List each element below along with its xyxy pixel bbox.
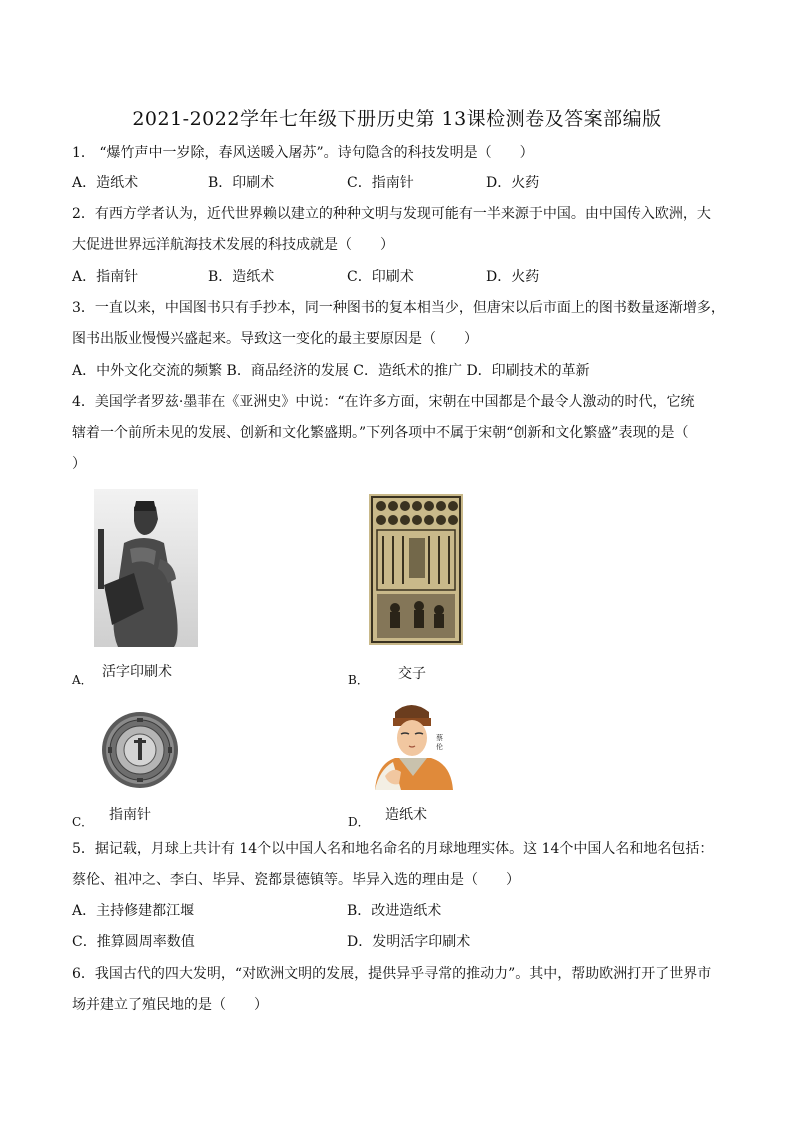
bi-sheng-statue-image [94,489,198,647]
question-2-stem-line1: 2．有西方学者认为，近代世界赖以建立的种种文明与发现可能有一半来源于中国。由中国传入欧洲，大 [72,206,711,222]
image-b-letter: B． [348,673,369,687]
question-4-stem-line3: ） [72,456,86,472]
q5-option-a: A．主持修建都江堰 [72,903,195,919]
q3-options: A．中外文化交流的频繁 B．商品经济的发展 C．造纸术的推广 D．印刷技术的革新 [72,363,590,379]
question-1-stem: 1． “爆竹声中一岁除，春风送暖入屠苏”。诗句隐含的科技发明是（ ） [72,145,534,161]
q1-option-b: B．印刷术 [208,175,275,191]
jiaozi-banknote-image [369,494,463,645]
question-3-stem-line1: 3．一直以来，中国图书只有手抄本，同一种图书的复本相当少，但唐宋以后市面上的图书数量逐渐增多， [72,300,725,316]
q2-option-a: A．指南针 [72,269,139,285]
image-c-caption: 指南针 [109,807,151,823]
cai-lun-seal-label: 蔡伦 [436,734,443,751]
question-4-stem-line2: 辖着一个前所未见的发展、创新和文化繁盛期。”下列各项中不属于宋朝“创新和文化繁盛”表现的是（ [72,425,689,441]
image-d-caption: 造纸术 [385,807,427,823]
image-a-caption: 活字印刷术 [102,664,172,680]
q1-option-a: A．造纸术 [72,175,139,191]
question-5-stem-line1: 5．据记载，月球上共计有 14个以中国人名和地名命名的月球地理实体。这 14个中国人名和地名包括： [72,841,714,857]
image-d-letter: D． [348,815,370,829]
image-b-caption: 交子 [398,666,426,682]
q5-option-b: B．改进造纸术 [347,903,442,919]
q5-option-c: C．推算圆周率数值 [72,934,195,950]
q5-option-d: D．发明活字印刷术 [347,934,471,950]
question-5-stem-line2: 蔡伦、祖冲之、李白、毕异、瓷都景德镇等。毕异入选的理由是（ ） [72,872,520,888]
compass-image [100,710,180,790]
question-4-stem-line1: 4．美国学者罗兹·墨菲在《亚洲史》中说：“在许多方面，宋朝在中国都是个最令人激动的时代，它统 [72,394,695,410]
question-6-stem-line1: 6．我国古代的四大发明，“对欧洲文明的发展，提供异乎寻常的推动力”。其中，帮助欧洲打开了世界市 [72,966,712,982]
question-2-stem-line2: 大促进世界远洋航海技术发展的科技成就是（ ） [72,237,394,253]
q2-option-d: D．火药 [486,269,540,285]
q1-option-c: C．指南针 [347,175,414,191]
page-title: 2021-2022学年七年级下册历史第 13课检测卷及答案部编版 [132,108,662,130]
image-c-letter: C． [72,815,94,829]
question-6-stem-line2: 场并建立了殖民地的是（ ） [72,997,268,1013]
q2-option-c: C．印刷术 [347,269,414,285]
q1-option-d: D．火药 [486,175,540,191]
question-3-stem-line2: 图书出版业慢慢兴盛起来。导致这一变化的最主要原因是（ ） [72,331,478,347]
q2-option-b: B．造纸术 [208,269,275,285]
image-a-letter: A． [72,673,93,687]
